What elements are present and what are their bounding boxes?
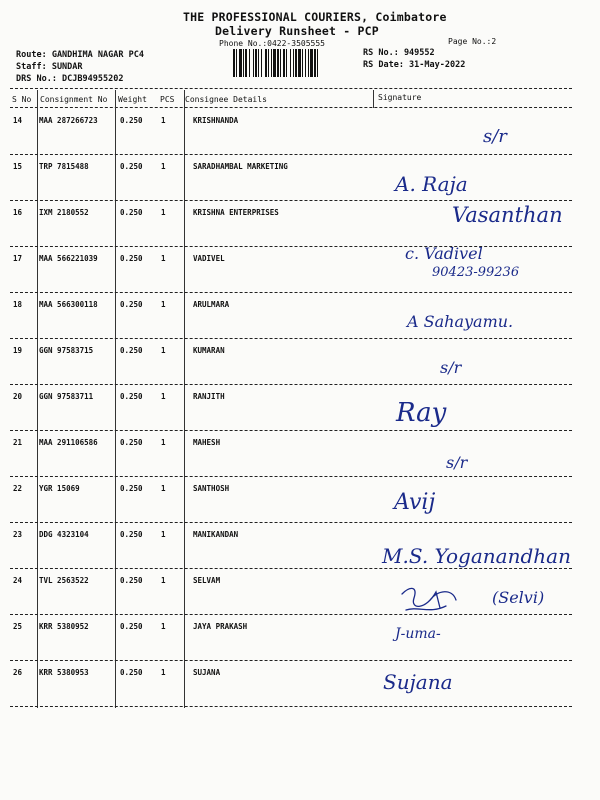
cell-consignment: KRR 5380952 <box>39 622 89 631</box>
cell-weight: 0.250 <box>120 668 143 677</box>
barcode-bar <box>261 49 262 77</box>
barcode-bar <box>268 49 269 77</box>
barcode-bar <box>295 49 297 77</box>
cell-pcs: 1 <box>161 254 166 263</box>
signature-24-scribble <box>396 580 466 618</box>
rs-date: RS Date: 31-May-2022 <box>363 60 466 70</box>
cell-consignment: MAA 566221039 <box>39 254 98 263</box>
header-bottom-rule <box>10 107 572 108</box>
signature-16: Vasanthan <box>452 203 563 227</box>
drs-number: DRS No.: DCJB94955202 <box>16 74 124 84</box>
page-number: Page No.:2 <box>448 37 497 46</box>
rs-number: RS No.: 949552 <box>363 48 435 58</box>
row-divider <box>10 154 572 155</box>
cell-weight: 0.250 <box>120 208 143 217</box>
cell-sno: 25 <box>13 622 23 631</box>
cell-consignment: MAA 291106586 <box>39 438 98 447</box>
column-divider <box>115 90 116 708</box>
cell-consignee: SARADHAMBAL MARKETING <box>193 162 288 171</box>
barcode-bar <box>273 49 276 77</box>
cell-pcs: 1 <box>161 530 166 539</box>
cell-pcs: 1 <box>161 162 166 171</box>
column-divider <box>37 90 38 708</box>
barcode-bar <box>293 49 294 77</box>
cell-sno: 20 <box>13 392 23 401</box>
cell-pcs: 1 <box>161 392 166 401</box>
cell-consignment: TVL 2563522 <box>39 576 89 585</box>
cell-pcs: 1 <box>161 300 166 309</box>
row-divider <box>10 706 572 707</box>
barcode-bar <box>253 49 254 77</box>
cell-sno: 15 <box>13 162 23 171</box>
cell-weight: 0.250 <box>120 300 143 309</box>
cell-weight: 0.250 <box>120 116 143 125</box>
cell-pcs: 1 <box>161 576 166 585</box>
company-name: THE PROFESSIONAL COURIERS, Coimbatore <box>183 10 447 24</box>
barcode-bar <box>249 49 250 77</box>
route-label: Route: GANDHIMA NAGAR PC4 <box>16 50 144 60</box>
cell-sno: 17 <box>13 254 23 263</box>
barcode-bar <box>243 49 244 77</box>
cell-pcs: 1 <box>161 668 166 677</box>
barcode-bar <box>314 49 316 77</box>
barcode-bar <box>280 49 281 77</box>
cell-consignee: RANJITH <box>193 392 225 401</box>
signature-19: s/r <box>440 358 462 377</box>
signature-26: Sujana <box>383 670 453 694</box>
cell-sno: 22 <box>13 484 23 493</box>
cell-weight: 0.250 <box>120 484 143 493</box>
runsheet-title: Delivery Runsheet - PCP <box>215 24 379 38</box>
barcode-bar <box>302 49 303 77</box>
barcode-bar <box>290 49 291 77</box>
signature-14: s/r <box>483 126 507 147</box>
row-divider <box>10 660 572 661</box>
cell-pcs: 1 <box>161 622 166 631</box>
cell-weight: 0.250 <box>120 254 143 263</box>
col-pcs: PCS <box>160 95 175 104</box>
cell-sno: 23 <box>13 530 23 539</box>
signature-17-name: c. Vadivel <box>405 244 483 263</box>
signature-24: (Selvi) <box>492 588 545 607</box>
cell-consignee: SANTHOSH <box>193 484 230 493</box>
barcode-bar <box>317 49 318 77</box>
barcode-bar <box>271 49 272 77</box>
cell-sno: 21 <box>13 438 23 447</box>
cell-consignment: DDG 4323104 <box>39 530 89 539</box>
cell-consignee: JAYA PRAKASH <box>193 622 248 631</box>
cell-consignment: MAA 287266723 <box>39 116 98 125</box>
cell-sno: 14 <box>13 116 23 125</box>
cell-consignment: TRP 7815488 <box>39 162 89 171</box>
column-divider <box>373 90 374 108</box>
signature-20: Ray <box>396 398 447 428</box>
cell-weight: 0.250 <box>120 392 143 401</box>
cell-sno: 16 <box>13 208 23 217</box>
barcode-bar <box>265 49 267 77</box>
barcode-bar <box>286 49 287 77</box>
barcode-bar <box>236 49 237 77</box>
cell-pcs: 1 <box>161 208 166 217</box>
cell-weight: 0.250 <box>120 530 143 539</box>
col-consignee: Consignee Details <box>185 95 267 104</box>
row-divider <box>10 476 572 477</box>
row-divider <box>10 338 572 339</box>
cell-sno: 18 <box>13 300 23 309</box>
barcode-image <box>232 49 356 77</box>
barcode-bar <box>239 49 242 77</box>
cell-consignee: MAHESH <box>193 438 221 447</box>
col-consignment: Consignment No <box>40 95 108 104</box>
cell-consignee: SUJANA <box>193 668 221 677</box>
cell-consignee: MANIKANDAN <box>193 530 239 539</box>
cell-consignment: MAA 566300118 <box>39 300 98 309</box>
row-divider <box>10 568 572 569</box>
row-divider <box>10 246 572 247</box>
row-divider <box>10 384 572 385</box>
col-weight: Weight <box>118 95 147 104</box>
column-divider <box>184 90 185 708</box>
signature-15: A. Raja <box>395 172 468 196</box>
cell-pcs: 1 <box>161 346 166 355</box>
barcode-bar <box>310 49 313 77</box>
barcode-bar <box>258 49 259 77</box>
barcode-bar <box>255 49 257 77</box>
cell-weight: 0.250 <box>120 162 143 171</box>
col-signature: Signature <box>378 93 422 102</box>
phone-number: Phone No.:0422-3505555 <box>219 39 325 48</box>
signature-18: A Sahayamu. <box>407 312 514 331</box>
cell-consignee: VADIVEL <box>193 254 225 263</box>
cell-consignment: YGR 15069 <box>39 484 80 493</box>
cell-pcs: 1 <box>161 484 166 493</box>
cell-consignment: GGN 97583711 <box>39 392 94 401</box>
signature-22: Avij <box>394 490 436 515</box>
cell-consignee: KRISHNA ENTERPRISES <box>193 208 279 217</box>
cell-consignment: KRR 5380953 <box>39 668 89 677</box>
cell-consignee: ARULMARA <box>193 300 230 309</box>
col-sno: S No <box>12 95 32 104</box>
staff-label: Staff: SUNDAR <box>16 62 83 72</box>
barcode-bar <box>233 49 235 77</box>
header-top-rule <box>10 88 572 89</box>
cell-weight: 0.250 <box>120 438 143 447</box>
barcode-bar <box>308 49 309 77</box>
barcode-bar <box>277 49 279 77</box>
cell-weight: 0.250 <box>120 346 143 355</box>
cell-consignee: SELVAM <box>193 576 221 585</box>
barcode-bar <box>298 49 301 77</box>
row-divider <box>10 430 572 431</box>
row-divider <box>10 200 572 201</box>
cell-consignment: IXM 2180552 <box>39 208 89 217</box>
signature-17-phone: 90423-99236 <box>432 265 520 280</box>
signature-25: J-uma- <box>395 626 441 642</box>
row-divider <box>10 292 572 293</box>
cell-consignment: GGN 97583715 <box>39 346 94 355</box>
signature-23: M.S. Yoganandhan <box>382 544 571 568</box>
row-divider <box>10 614 572 615</box>
cell-consignee: KUMARAN <box>193 346 225 355</box>
cell-weight: 0.250 <box>120 622 143 631</box>
signature-21: s/r <box>446 453 468 472</box>
cell-sno: 26 <box>13 668 23 677</box>
row-divider <box>10 522 572 523</box>
cell-sno: 19 <box>13 346 23 355</box>
cell-sno: 24 <box>13 576 23 585</box>
cell-pcs: 1 <box>161 438 166 447</box>
barcode-bar <box>245 49 247 77</box>
barcode-bar <box>283 49 285 77</box>
cell-pcs: 1 <box>161 116 166 125</box>
barcode-bar <box>305 49 306 77</box>
cell-weight: 0.250 <box>120 576 143 585</box>
cell-consignee: KRISHNANDA <box>193 116 239 125</box>
